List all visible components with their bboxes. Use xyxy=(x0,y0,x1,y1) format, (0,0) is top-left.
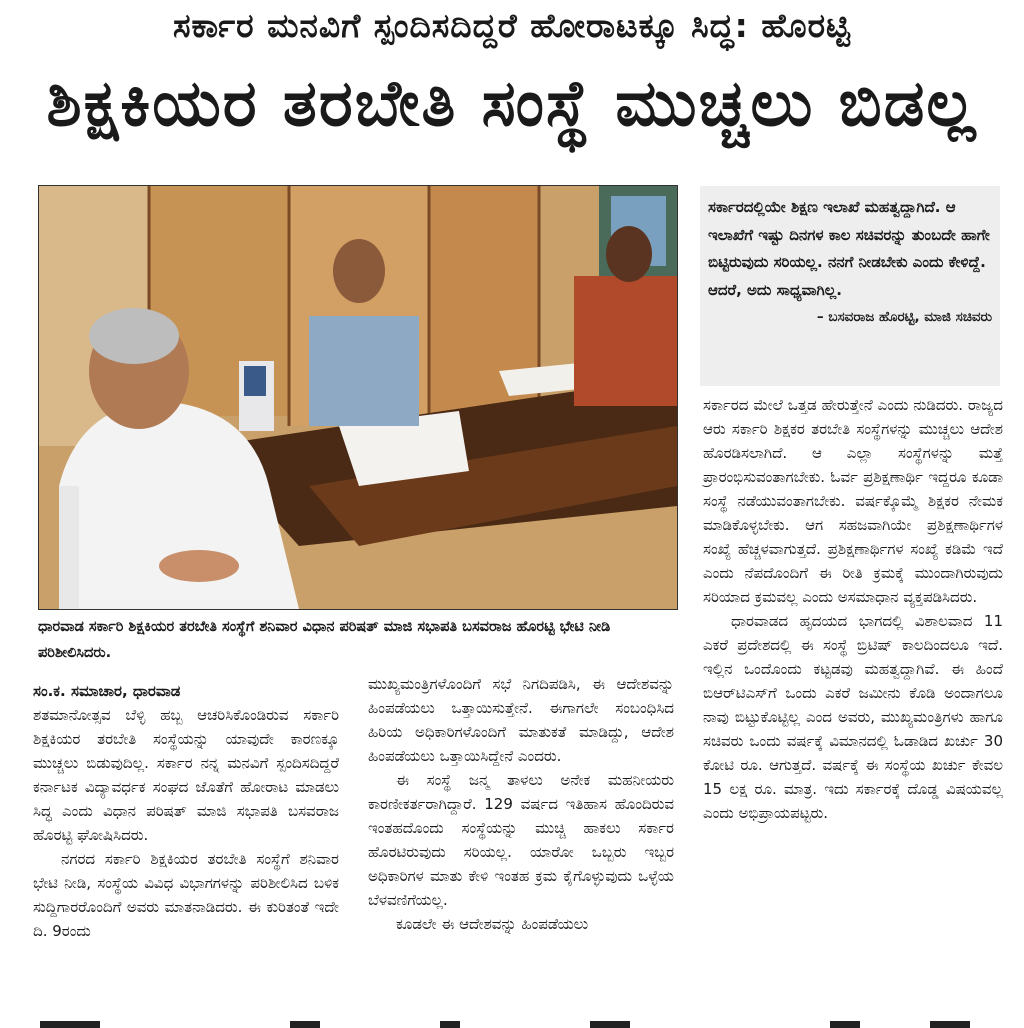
article-column-2 xyxy=(368,672,674,936)
paragraph: ಶತಮಾನೋತ್ಸವ ಬೆಳ್ಳಿ ಹಬ್ಬ ಆಚರಿಸಿಕೊಂಡಿರುವ ಸರ್ಕಾರಿ ಶಿಕ್ಷಕಿಯರ ತರಬೇತಿ ಸಂಸ್ಥೆಯನ್ನು ಯಾವುದೇ ಕಾರಣಕ್ಕೂ ಮುಚ್ಚಲು ಬಿಡುವುದಿಲ್ಲ. ಸರ್ಕಾರ ನನ್ನ ಮನವಿಗೆ ಸ್ಪಂದಿಸದಿದ್ದರೆ ಕರ್ನಾಟಕ ವಿದ್ಯಾವರ್ಧಕ ಸಂಘದ ಜೊತೆಗೆ ಹೋರಾಟ ಮಾಡಲು ಸಿದ್ಧ ಎಂದು ವಿಧಾನ ಪರಿಷತ್ ಮಾಜಿ ಸಭಾಪತಿ ಬಸವರಾಜ ಹೊರಟ್ಟಿ ಘೋಷಿಸಿದರು. xyxy=(33,706,339,844)
news-photo xyxy=(38,185,678,610)
article-column-3 xyxy=(703,393,1003,825)
main-headline: ಶಿಕ್ಷಕಿಯರ ತರಬೇತಿ ಸಂಸ್ಥೆ ಮುಚ್ಚಲು ಬಿಡಲ್ಲ xyxy=(46,67,978,141)
next-article-strip xyxy=(0,1014,1024,1028)
paragraph: ನಗರದ ಸರ್ಕಾರಿ ಶಿಕ್ಷಕಿಯರ ತರಬೇತಿ ಸಂಸ್ಥೆಗೆ ಶನಿವಾರ ಭೇಟಿ ನೀಡಿ, ಸಂಸ್ಥೆಯ ವಿವಿಧ ವಿಭಾಗಗಳನ್ನು ಪರಿಶೀಲಿಸಿದ ಬಳಿಕ ಸುದ್ದಿಗಾರರೊಂದಿಗೆ ಅವರು ಮಾತನಾಡಿದರು. ಈ ಕುರಿತಂತೆ ಇದೇ ದಿ. 9ರಂದು xyxy=(33,850,339,940)
pull-quote-text: ಸರ್ಕಾರದಲ್ಲಿಯೇ ಶಿಕ್ಷಣ ಇಲಾಖೆ ಮಹತ್ವದ್ದಾಗಿದೆ. ಆ ಇಲಾಖೆಗೆ ಇಷ್ಟು ದಿನಗಳ ಕಾಲ ಸಚಿವರನ್ನು ತುಂಬದೇ ಹಾಗೇ ಬಿಟ್ಟಿರುವುದು ಸರಿಯಲ್ಲ. ನನಗೆ ನೀಡಬೇಕು ಎಂದು ಕೇಳಿದ್ದೆ. ಆದರೆ, ಅದು ಸಾಧ್ಯವಾಗಿಲ್ಲ. xyxy=(708,198,990,299)
pull-quote-box xyxy=(700,186,1000,386)
paragraph: ಸರ್ಕಾರದ ಮೇಲೆ ಒತ್ತಡ ಹೇರುತ್ತೇನೆ ಎಂದು ನುಡಿದರು. ರಾಜ್ಯದ ಆರು ಸರ್ಕಾರಿ ಶಿಕ್ಷಕರ ತರಬೇತಿ ಸಂಸ್ಥೆಗಳನ್ನು ಮುಚ್ಚಲು ಆದೇಶ ಹೊರಡಿಸಲಾಗಿದೆ. ಆ ಎಲ್ಲಾ ಸಂಸ್ಥೆಗಳನ್ನು ಮತ್ತೆ ಪ್ರಾರಂಭಿಸುವಂತಾಗಬೇಕು. ಓರ್ವ ಪ್ರಶಿಕ್ಷಣಾರ್ಥಿ ಇದ್ದರೂ ಕೂಡಾ ಸಂಸ್ಥೆ ನಡೆಯುವಂತಾಗಬೇಕು. ವರ್ಷಕ್ಕೊಮ್ಮೆ ಶಿಕ್ಷಕರ ನೇಮಕ ಮಾಡಿಕೊಳ್ಳಬೇಕು. ಆಗ ಸಹಜವಾಗಿಯೇ ಪ್ರಶಿಕ್ಷಣಾರ್ಥಿಗಳ ಸಂಖ್ಯೆ ಹೆಚ್ಚಳವಾಗುತ್ತದೆ. ಪ್ರಶಿಕ್ಷಣಾರ್ಥಿಗಳ ಸಂಖ್ಯೆ ಕಡಿಮೆ ಇದೆ ಎಂದು ನೆಪದೊಂದಿಗೆ ಈ ರೀತಿ ಕ್ರಮಕ್ಕೆ ಮುಂದಾಗಿರುವುದು ಸರಿಯಾದ ಕ್ರಮವಲ್ಲ ಎಂದು ಅಸಮಾಧಾನ ವ್ಯಕ್ತಪಡಿಸಿದರು. xyxy=(703,396,1003,606)
pull-quote-attribution: – ಬಸವರಾಜ ಹೊರಟ್ಟಿ, ಮಾಜಿ ಸಚಿವರು xyxy=(816,309,992,325)
paragraph: ಧಾರವಾಡದ ಹೃದಯದ ಭಾಗದಲ್ಲಿ ವಿಶಾಲವಾದ 11 ಎಕರೆ ಪ್ರದೇಶದಲ್ಲಿ ಈ ಸಂಸ್ಥೆ ಬ್ರಿಟಿಷ್ ಕಾಲದಿಂದಲೂ ಇದೆ. ಇಲ್ಲಿನ ಒಂದೊಂದು ಕಟ್ಟಡವು ಮಹತ್ವದ್ದಾಗಿವೆ. ಈ ಹಿಂದೆ ಬಿಆರ್‌ಟಿಎಸ್‌ಗೆ ಒಂದು ಎಕರೆ ಜಮೀನು ಕೊಡಿ ಅಂದಾಗಲೂ ನಾವು ಬಿಟ್ಟುಕೊಟ್ಟಿಲ್ಲ ಎಂದ ಅವರು, ಮುಖ್ಯಮಂತ್ರಿಗಳು ಹಾಗೂ ಸಚಿವರು ಒಂದು ವರ್ಷಕ್ಕೆ ವಿಮಾನದಲ್ಲಿ ಓಡಾಡಿದ ಖರ್ಚು 30 ಕೋಟಿ ರೂ. ಆಗುತ್ತದೆ. ವರ್ಷಕ್ಕೆ ಈ ಸಂಸ್ಥೆಯ ಖರ್ಚು ಕೇವಲ 15 ಲಕ್ಷ ರೂ. ಮಾತ್ರ. ಇದು ಸರ್ಕಾರಕ್ಕೆ ದೊಡ್ಡ ವಿಷಯವಲ್ಲ ಎಂದು ಅಭಿಪ್ರಾಯಪಟ್ಟರು. xyxy=(703,612,1003,822)
paragraph: ಈ ಸಂಸ್ಥೆ ಜನ್ಮ ತಾಳಲು ಅನೇಕ ಮಹನೀಯರು ಕಾರಣೀಕರ್ತರಾಗಿದ್ದಾರೆ. 129 ವರ್ಷದ ಇತಿಹಾಸ ಹೊಂದಿರುವ ಇಂತಹದೊಂದು ಸಂಸ್ಥೆಯನ್ನು ಮುಚ್ಚಿ ಹಾಕಲು ಸರ್ಕಾರ ಹೊರಟಿರುವುದು ಸರಿಯಲ್ಲ. ಯಾರೋ ಒಬ್ಬರು ಇಬ್ಬರ ಅಧಿಕಾರಿಗಳ ಮಾತು ಕೇಳಿ ಇಂತಹ ಕ್ರಮ ಕೈಗೊಳ್ಳುವುದು ಒಳ್ಳೆಯ ಬೆಳವಣಿಗೆಯಲ್ಲ. xyxy=(368,771,674,909)
photo-caption: ಧಾರವಾಡ ಸರ್ಕಾರಿ ಶಿಕ್ಷಕಿಯರ ತರಬೇತಿ ಸಂಸ್ಥೆಗೆ ಶನಿವಾರ ವಿಧಾನ ಪರಿಷತ್ ಮಾಜಿ ಸಭಾಪತಿ ಬಸವರಾಜ ಹೊರಟ್ಟಿ ಭೇಟಿ ನೀಡಿ ಪರಿಶೀಲಿಸಿದರು. xyxy=(38,619,611,661)
article-column-1 xyxy=(33,679,339,943)
paragraph: ಮುಖ್ಯಮಂತ್ರಿಗಳೊಂದಿಗೆ ಸಭೆ ನಿಗದಿಪಡಿಸಿ, ಈ ಆದೇಶವನ್ನು ಹಿಂಪಡೆಯಲು ಒತ್ತಾಯಿಸುತ್ತೇನೆ. ಈಗಾಗಲೇ ಸಂಬಂಧಿಸಿದ ಹಿರಿಯ ಅಧಿಕಾರಿಗಳೊಂದಿಗೆ ಮಾತುಕತೆ ಮಾಡಿದ್ದು, ಆದೇಶ ಹಿಂಪಡೆಯಲು ಒತ್ತಾಯಿಸಿದ್ದೇನೆ ಎಂದರು. xyxy=(368,675,674,765)
kicker-headline: ಸರ್ಕಾರ ಮನವಿಗೆ ಸ್ಪಂದಿಸದಿದ್ದರೆ ಹೋರಾಟಕ್ಕೂ ಸಿದ್ಧ: ಹೊರಟ್ಟಿ xyxy=(173,6,851,45)
paragraph: ಕೂಡಲೇ ಈ ಆದೇಶವನ್ನು ಹಿಂಪಡೆಯಲು xyxy=(396,915,589,933)
dateline: ಸಂ.ಕ. ಸಮಾಚಾರ, ಧಾರವಾಡ xyxy=(33,682,181,700)
